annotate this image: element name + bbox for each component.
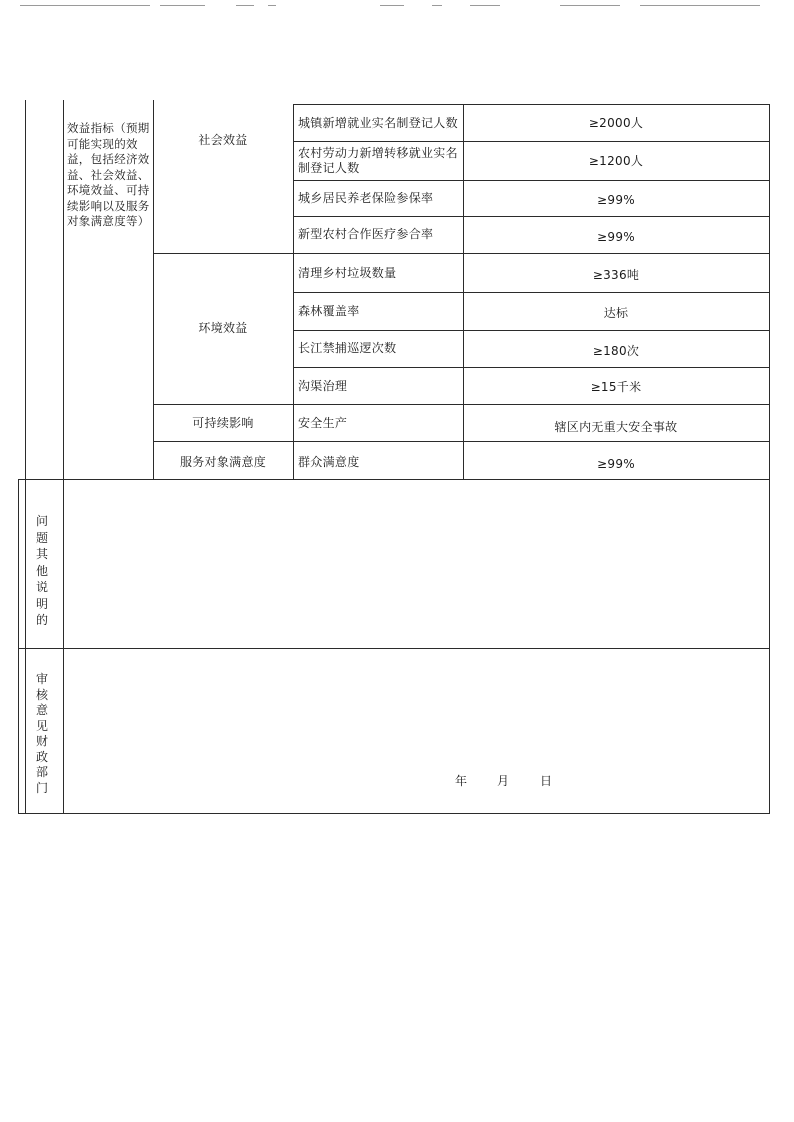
review-content[interactable] [64,649,769,813]
indicator-cell: 新型农村合作医疗参合率 [298,227,434,241]
indicator-cell: 长江禁捕巡逻次数 [298,341,397,355]
scan-edge [0,5,794,8]
indicator-cell: 清理乡村垃圾数量 [298,266,397,280]
other-issues-label: 问题其他说明的 [35,514,48,627]
indicator-cell: 城乡居民养老保险参保率 [298,191,434,205]
indicator-cell: 森林覆盖率 [298,304,360,318]
indicator-cell: 农村劳动力新增转移就业实名制登记人数 [298,146,458,175]
indicator-cell: 城镇新增就业实名制登记人数 [298,116,458,130]
category-label: 效益指标（预期可能实现的效益，包括经济效益、社会效益、环境效益、可持续影响以及服务对象满意度等） [67,121,150,228]
value-cell: ≥99% [597,457,635,471]
value-cell: ≥1200人 [588,154,644,168]
value-cell: ≥99% [597,193,635,207]
review-label: 审核意见财政部门 [35,672,48,795]
value-cell: ≥2000人 [588,116,644,130]
value-cell: ≥336吨 [592,268,640,282]
indicator-cell: 群众满意度 [298,455,360,469]
group-label-satisfaction: 服务对象满意度 [179,455,267,469]
group-label-environment: 环境效益 [198,321,248,335]
indicator-cell: 沟渠治理 [298,379,348,393]
group-label-sustainability: 可持续影响 [192,416,254,430]
date-day: 日 [540,774,553,788]
date-year: 年 [455,774,468,788]
value-cell: ≥99% [597,230,635,244]
other-issues-content[interactable] [64,480,769,648]
value-cell: 达标 [603,306,629,320]
value-cell: 辖区内无重大安全事故 [554,420,678,434]
value-cell: ≥15千米 [590,380,642,394]
group-label-social: 社会效益 [198,133,248,147]
value-cell: ≥180次 [592,344,640,358]
date-month: 月 [497,774,510,788]
indicator-cell: 安全生产 [298,416,348,430]
